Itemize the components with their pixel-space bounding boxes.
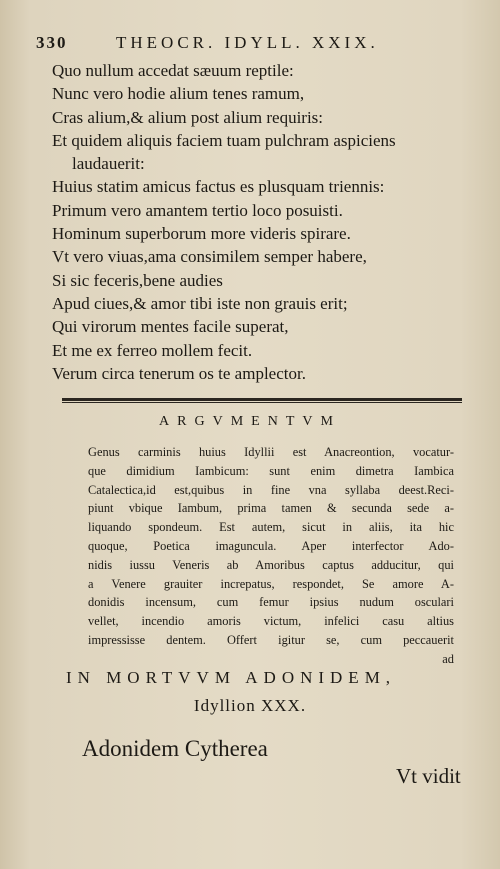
- argumentum-line: que dimidium Iambicum: sunt enim dimetra Iambica: [88, 463, 454, 478]
- argumentum-line: donidis incensum, cum femur ipsius nudum osculari: [88, 595, 454, 610]
- verse-line: Et me ex ferreo mollem fecit.: [52, 340, 253, 360]
- verse-line: Primum vero amantem tertio loco posuisti.: [52, 200, 343, 220]
- verse-line: Cras alium,& alium post alium requiris:: [52, 107, 324, 127]
- next-poem-subtitle: Idyllion XXX.: [193, 696, 307, 715]
- verse-line: Quo nullum accedat sæuum reptile:: [52, 61, 294, 80]
- page-number: 330: [36, 33, 68, 52]
- catchword: Vt vidit: [396, 764, 461, 788]
- argumentum-line: vellet, incendio amoris victum, infelici casu altius: [88, 614, 454, 629]
- argumentum-line: ad: [442, 651, 454, 666]
- argumentum-text: [88, 443, 454, 669]
- verse-line: Qui virorum mentes facile superat,: [52, 317, 289, 337]
- running-title: THEOCR. IDYLL. XXIX.: [116, 33, 379, 52]
- poem-verses: [52, 59, 470, 385]
- verse-line: Et quidem aliquis faciem tuam pulchram aspiciens: [52, 130, 396, 150]
- section-divider-thin: [62, 402, 462, 403]
- verse-line: Verum circa tenerum os te amplector.: [52, 363, 306, 383]
- next-poem-title: IN MORTVVM ADONIDEM,: [66, 668, 397, 687]
- verse-line: Si sic feceris,bene audies: [52, 270, 223, 290]
- next-poem-first-line: Adonidem Cytherea: [82, 736, 268, 761]
- verse-line: Hominum superborum more videris spirare.: [52, 224, 351, 244]
- verse-line: Vt vero viuas,ama consimilem semper habere,: [52, 247, 367, 267]
- argumentum-line: nidis iussu Veneris ab Amoribus captus adducitur, qui: [88, 557, 454, 572]
- argumentum-line: piunt vbique Iambum, prima tamen & secunda sede a-: [88, 501, 454, 516]
- verse-line: laudauerit:: [72, 154, 145, 174]
- argumentum-line: Genus carminis huius Idyllii est Anacreontion, vocatur-: [88, 445, 454, 459]
- argumentum-line: liquando spondeum. Est autem, sicut in aliis, ita hic: [88, 520, 454, 535]
- verse-line: Nunc vero hodie alium tenes ramum,: [52, 84, 305, 104]
- running-header: [36, 33, 460, 55]
- argumentum-line: impressisse dentem. Offert igitur se, cum peccauerit: [88, 632, 454, 647]
- verse-line: Apud ciues,& amor tibi iste non grauis erit;: [52, 293, 348, 313]
- argumentum-line: Catalectica,id est,quibus in fine vna syllaba deest.Reci-: [88, 482, 454, 497]
- argumentum-line: quoque, Poetica imaguncula. Aper interfector Ado-: [88, 538, 454, 553]
- section-divider: [62, 398, 462, 401]
- verse-line: Huius statim amicus factus es plusquam triennis:: [52, 177, 385, 197]
- argumentum-heading: ARGVMENTVM: [159, 414, 341, 429]
- argumentum-line: a Venere grauiter increpatus, respondet, Se amore A-: [88, 576, 454, 591]
